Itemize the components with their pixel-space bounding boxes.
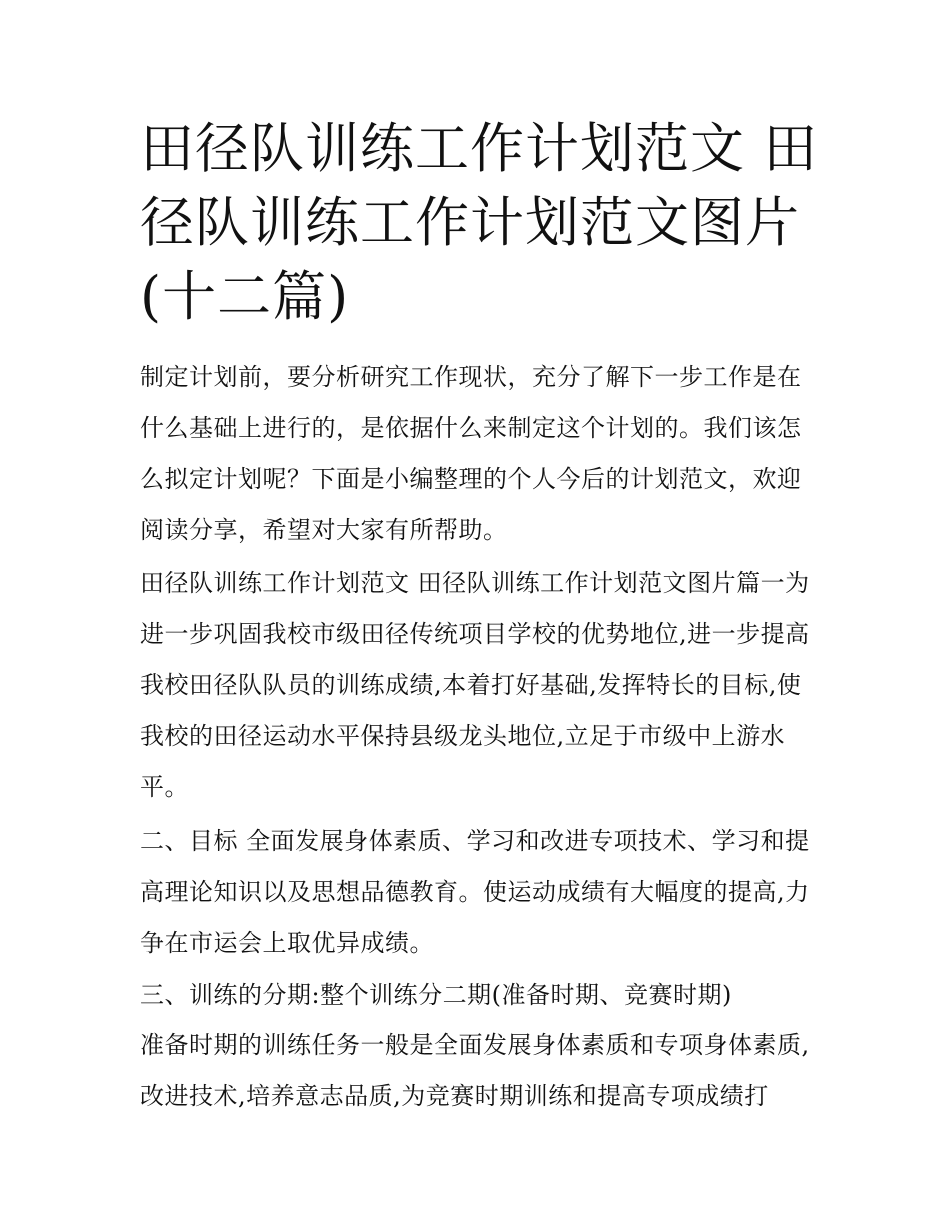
paragraph-section-one: 田径队训练工作计划范文 田径队训练工作计划范文图片篇一为进一步巩固我校市级田径传统项目学校的优势地位,进一步提高我校田径队队员的训练成绩,本着打好基础,发挥特长的目标,使我校的田径运动水平保持县级龙头地位,立足于市级中上游水平。 — [140, 569, 810, 801]
paragraph-preparation-phase: 准备时期的训练任务一般是全面发展身体素质和专项身体素质,改进技术,培养意志品质,为竞赛时期训练和提高专项成绩打 — [140, 1031, 810, 1110]
paragraph-training-phases: 三、训练的分期:整个训练分二期(准备时期、竞赛时期) — [140, 981, 732, 1009]
paragraph-intro: 制定计划前，要分析研究工作现状，充分了解下一步工作是在什么基础上进行的，是依据什么来制定这个计划的。我们该怎么拟定计划呢？下面是小编整理的个人今后的计划范文，欢迎阅读分享，希望对大家有所帮助。 — [140, 363, 802, 544]
document-title: 田径队训练工作计划范文 田径队训练工作计划范文图片(十二篇) — [140, 117, 819, 328]
paragraph-goals: 二、目标 全面发展身体素质、学习和改进专项技术、学习和提高理论知识以及思想品德教育。使运动成绩有大幅度的提高,力争在市运会上取优异成绩。 — [140, 827, 810, 957]
